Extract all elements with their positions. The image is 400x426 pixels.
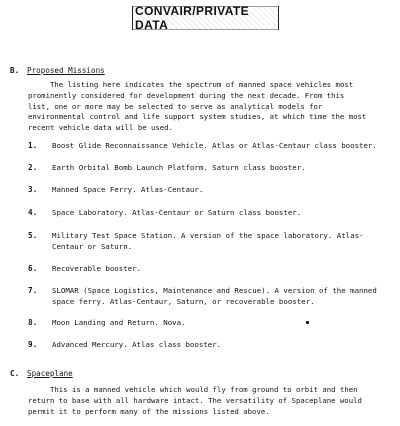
item-number: 4.: [28, 208, 38, 217]
section-c-intro: This is a manned vehicle which would fly from ground to orbit and then return to base with all hardware intact. The versatility of Spaceplane would permit it to perform many of the missions listed above.: [28, 385, 362, 416]
item-number: 9.: [28, 340, 38, 349]
section-b-title: Proposed Missions: [27, 66, 105, 75]
mission-item: SLOMAR (Space Logistics, Maintenance and Rescue). A version of the manned space ferry. Atlas-Centaur, Saturn, or recoverable booster.: [52, 286, 377, 306]
section-b-letter: B.: [10, 66, 20, 75]
item-number: 2.: [28, 163, 38, 172]
item-number: 8.: [28, 318, 38, 327]
mission-item: Space Laboratory. Atlas-Centaur or Saturn class booster.: [52, 208, 302, 217]
item-number: 7.: [28, 286, 38, 295]
section-b-intro: The listing here indicates the spectrum of manned space vehicles most prominently considered for development during the next decade. From this list, one or more may be selected to serve as analytical models for environmental control and life support system studies, at which time the most recent vehicle data will be used.: [28, 80, 367, 133]
mission-item: Military Test Space Station. A version of the space laboratory. Atlas-Centaur or Saturn.: [52, 231, 364, 251]
section-c-letter: C.: [10, 369, 20, 378]
mission-item: Boost Glide Reconnaissance Vehicle. Atlas or Atlas-Centaur class booster.: [52, 141, 377, 150]
stamp-text: CONVAIR/PRIVATE DATA: [133, 4, 278, 32]
mission-item: Moon Landing and Return. Nova.: [52, 318, 186, 327]
section-c-title: Spaceplane: [27, 369, 73, 378]
speck-mark: [306, 321, 309, 324]
mission-item: Advanced Mercury. Atlas class booster.: [52, 340, 222, 349]
mission-item: Manned Space Ferry. Atlas-Centaur.: [52, 185, 204, 194]
item-number: 3.: [28, 185, 38, 194]
item-number: 6.: [28, 264, 38, 273]
mission-item: Recoverable booster.: [52, 264, 141, 273]
mission-item: Earth Orbital Bomb Launch Platform. Saturn class booster.: [52, 163, 306, 172]
item-number: 5.: [28, 231, 38, 240]
item-number: 1.: [28, 141, 38, 150]
private-data-stamp: [132, 6, 279, 30]
